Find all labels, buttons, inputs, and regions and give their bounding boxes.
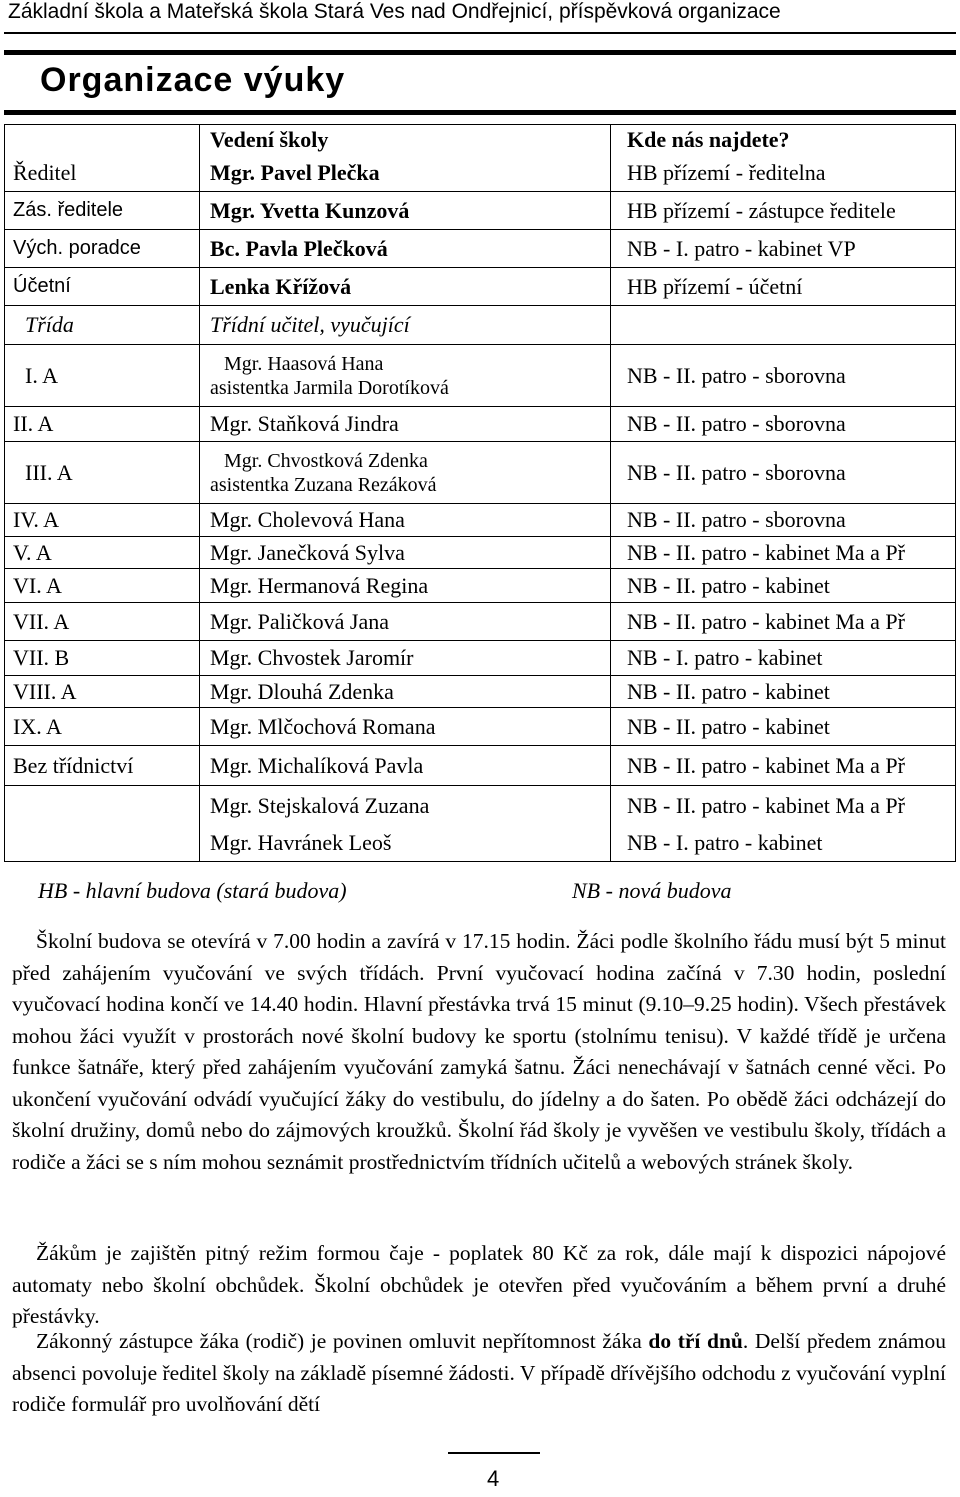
name-cell: Lenka Křížová xyxy=(200,268,611,306)
table-row xyxy=(5,345,956,407)
table-row xyxy=(5,641,956,676)
class-cell: V. A xyxy=(5,537,200,569)
class-cell: IX. A xyxy=(5,708,200,746)
table-row xyxy=(5,155,956,192)
paragraph-text: Zákonný zástupce žáka (rodič) je povinen omluvit nepřítomnost žáka xyxy=(36,1329,649,1353)
teacher-cell: Mgr. Havránek Leoš xyxy=(200,826,611,862)
class-head-row xyxy=(5,306,956,345)
place-cell: NB - II. patro - kabinet Ma a Př xyxy=(611,786,956,826)
class-cell: IV. A xyxy=(5,504,200,537)
page-number: 4 xyxy=(487,1466,500,1491)
class-cell: I. A xyxy=(5,345,200,407)
place-cell: NB - II. patro - sborovna xyxy=(611,407,956,442)
teacher-cell: Mgr. Michalíková Pavla xyxy=(200,746,611,786)
paragraph-text: . Delší předem známou absenci povoluje ředitel školy na základě písemné žádosti. V případě dřívějšího odchodu z vyučování vyplní rodiče formulář pro uvolňování dětí xyxy=(12,1329,947,1416)
table-row xyxy=(5,569,956,603)
teacher-cell: Mgr. Chvostek Jaromír xyxy=(200,641,611,676)
place-cell: NB - II. patro - kabinet xyxy=(611,569,956,603)
teacher-cell: Mgr. Haasová Hana asistentka Jarmila Dorotíková xyxy=(200,345,611,407)
teacher-cell: Mgr. Stejskalová Zuzana xyxy=(200,786,611,826)
class-cell: VI. A xyxy=(5,569,200,603)
footer-divider xyxy=(448,1452,540,1454)
paragraph-absence xyxy=(12,1326,946,1421)
teacher-cell: Mgr. Dlouhá Zdenka xyxy=(200,676,611,708)
paragraph-bold-text: do tří dnů xyxy=(648,1329,743,1353)
table-row xyxy=(5,676,956,708)
legend-nb: NB - nová budova xyxy=(572,878,732,903)
table-head-row xyxy=(5,125,956,155)
table-row xyxy=(5,442,956,504)
class-cell xyxy=(5,786,200,826)
teacher-cell: Mgr. Paličková Jana xyxy=(200,603,611,641)
staff-table xyxy=(4,124,956,862)
place-cell: NB - II. patro - sborovna xyxy=(611,504,956,537)
table-row xyxy=(5,230,956,268)
name-cell: Mgr. Yvetta Kunzová xyxy=(200,192,611,230)
table-row xyxy=(5,826,956,862)
teacher-cell: Mgr. Cholevová Hana xyxy=(200,504,611,537)
place-cell: NB - II. patro - kabinet Ma a Př xyxy=(611,746,956,786)
table-cell xyxy=(611,306,956,345)
role-cell: Ředitel xyxy=(5,155,200,192)
teacher-cell: Mgr. Hermanová Regina xyxy=(200,569,611,603)
place-cell: HB přízemí - ředitelna xyxy=(611,155,956,192)
header-divider xyxy=(4,32,956,34)
teacher-heading: Třídní učitel, vyučující xyxy=(200,306,611,345)
table-row xyxy=(5,708,956,746)
class-cell: II. A xyxy=(5,407,200,442)
class-cell: VII. B xyxy=(5,641,200,676)
place-cell: NB - I. patro - kabinet xyxy=(611,641,956,676)
table-row xyxy=(5,537,956,569)
role-cell: Účetní xyxy=(5,268,200,306)
class-heading: Třída xyxy=(5,306,200,345)
place-cell: NB - II. patro - kabinet xyxy=(611,676,956,708)
page-title: Organizace výuky xyxy=(40,61,346,99)
class-cell: VII. A xyxy=(5,603,200,641)
table-row xyxy=(5,746,956,786)
paragraph-text: Školní budova se otevírá v 7.00 hodin a zavírá v 17.15 hodin. Žáci podle školního řádu musí být 5 minut před zahájením vyučování ve svých třídách. První vyučovací hodina začíná v 7.30 hodin, poslední vyučovací hodina končí ve 14.40 hodin. Hlavní přestávka trvá 15 minut (9.10–9.25 hodin). Všech přestávek mohou žáci využít v prostorách nové školní budovy ke sportu (stolnímu tenisu). V každé třídě je určena funkce šatnáře, který před zahájením vyučování zamyká šatnu. Žáci nenechávají v šatnách cenné věci. Po ukončení vyučování odvádí vyučující žáky do vestibulu, do jídelny a do šaten. Po obědě žáci odcházejí do školní družiny, domů nebo do zájmových kroužků. Školní řád školy je vyvěšen ve vestibulu školy, třídách a rodiče a žáci se s ním mohou seznámit prostřednictvím třídních učitelů a webových stránek školy. xyxy=(12,929,946,1174)
place-cell: NB - II. patro - sborovna xyxy=(611,345,956,407)
place-cell: HB přízemí - zástupce ředitele xyxy=(611,192,956,230)
place-cell: NB - I. patro - kabinet VP xyxy=(611,230,956,268)
class-cell xyxy=(5,826,200,862)
class-cell: VIII. A xyxy=(5,676,200,708)
place-cell: NB - II. patro - sborovna xyxy=(611,442,956,504)
table-row xyxy=(5,192,956,230)
name-cell: Mgr. Pavel Plečka xyxy=(200,155,611,192)
teacher-cell: Mgr. Janečková Sylva xyxy=(200,537,611,569)
place-cell: NB - II. patro - kabinet Ma a Př xyxy=(611,603,956,641)
teacher-cell: Mgr. Staňková Jindra xyxy=(200,407,611,442)
legend-hb: HB - hlavní budova (stará budova) xyxy=(38,878,347,903)
role-cell: Zás. ředitele xyxy=(5,192,200,230)
place-cell: NB - I. patro - kabinet xyxy=(611,826,956,862)
table-row xyxy=(5,268,956,306)
teacher-cell: Mgr. Chvostková Zdenka asistentka Zuzana Rezáková xyxy=(200,442,611,504)
class-cell: Bez třídnictví xyxy=(5,746,200,786)
class-cell: III. A xyxy=(5,442,200,504)
paragraph-opening-hours xyxy=(12,926,946,1178)
place-cell: NB - II. patro - kabinet xyxy=(611,708,956,746)
table-row xyxy=(5,603,956,641)
title-bar xyxy=(4,50,956,115)
paragraph-text: Žákům je zajištěn pitný režim formou čaje - poplatek 80 Kč za rok, dále mají k dispozici nápojové automaty nebo školní obchůdek. Školní obchůdek je otevřen před vyučováním a během první a druhé přestávky. xyxy=(12,1241,946,1328)
teacher-cell: Mgr. Mlčochová Romana xyxy=(200,708,611,746)
name-cell: Bc. Pavla Plečková xyxy=(200,230,611,268)
location-heading: Kde nás najdete? xyxy=(611,125,956,155)
paragraph-drinking xyxy=(12,1238,946,1333)
table-row xyxy=(5,786,956,826)
place-cell: NB - II. patro - kabinet Ma a Př xyxy=(611,537,956,569)
role-cell: Vých. poradce xyxy=(5,230,200,268)
document-header: Základní škola a Mateřská škola Stará Ves nad Ondřejnicí, příspěvková organizace xyxy=(8,0,781,23)
table-row xyxy=(5,504,956,537)
table-row xyxy=(5,407,956,442)
table-cell xyxy=(5,125,200,155)
leadership-heading: Vedení školy xyxy=(200,125,611,155)
place-cell: HB přízemí - účetní xyxy=(611,268,956,306)
